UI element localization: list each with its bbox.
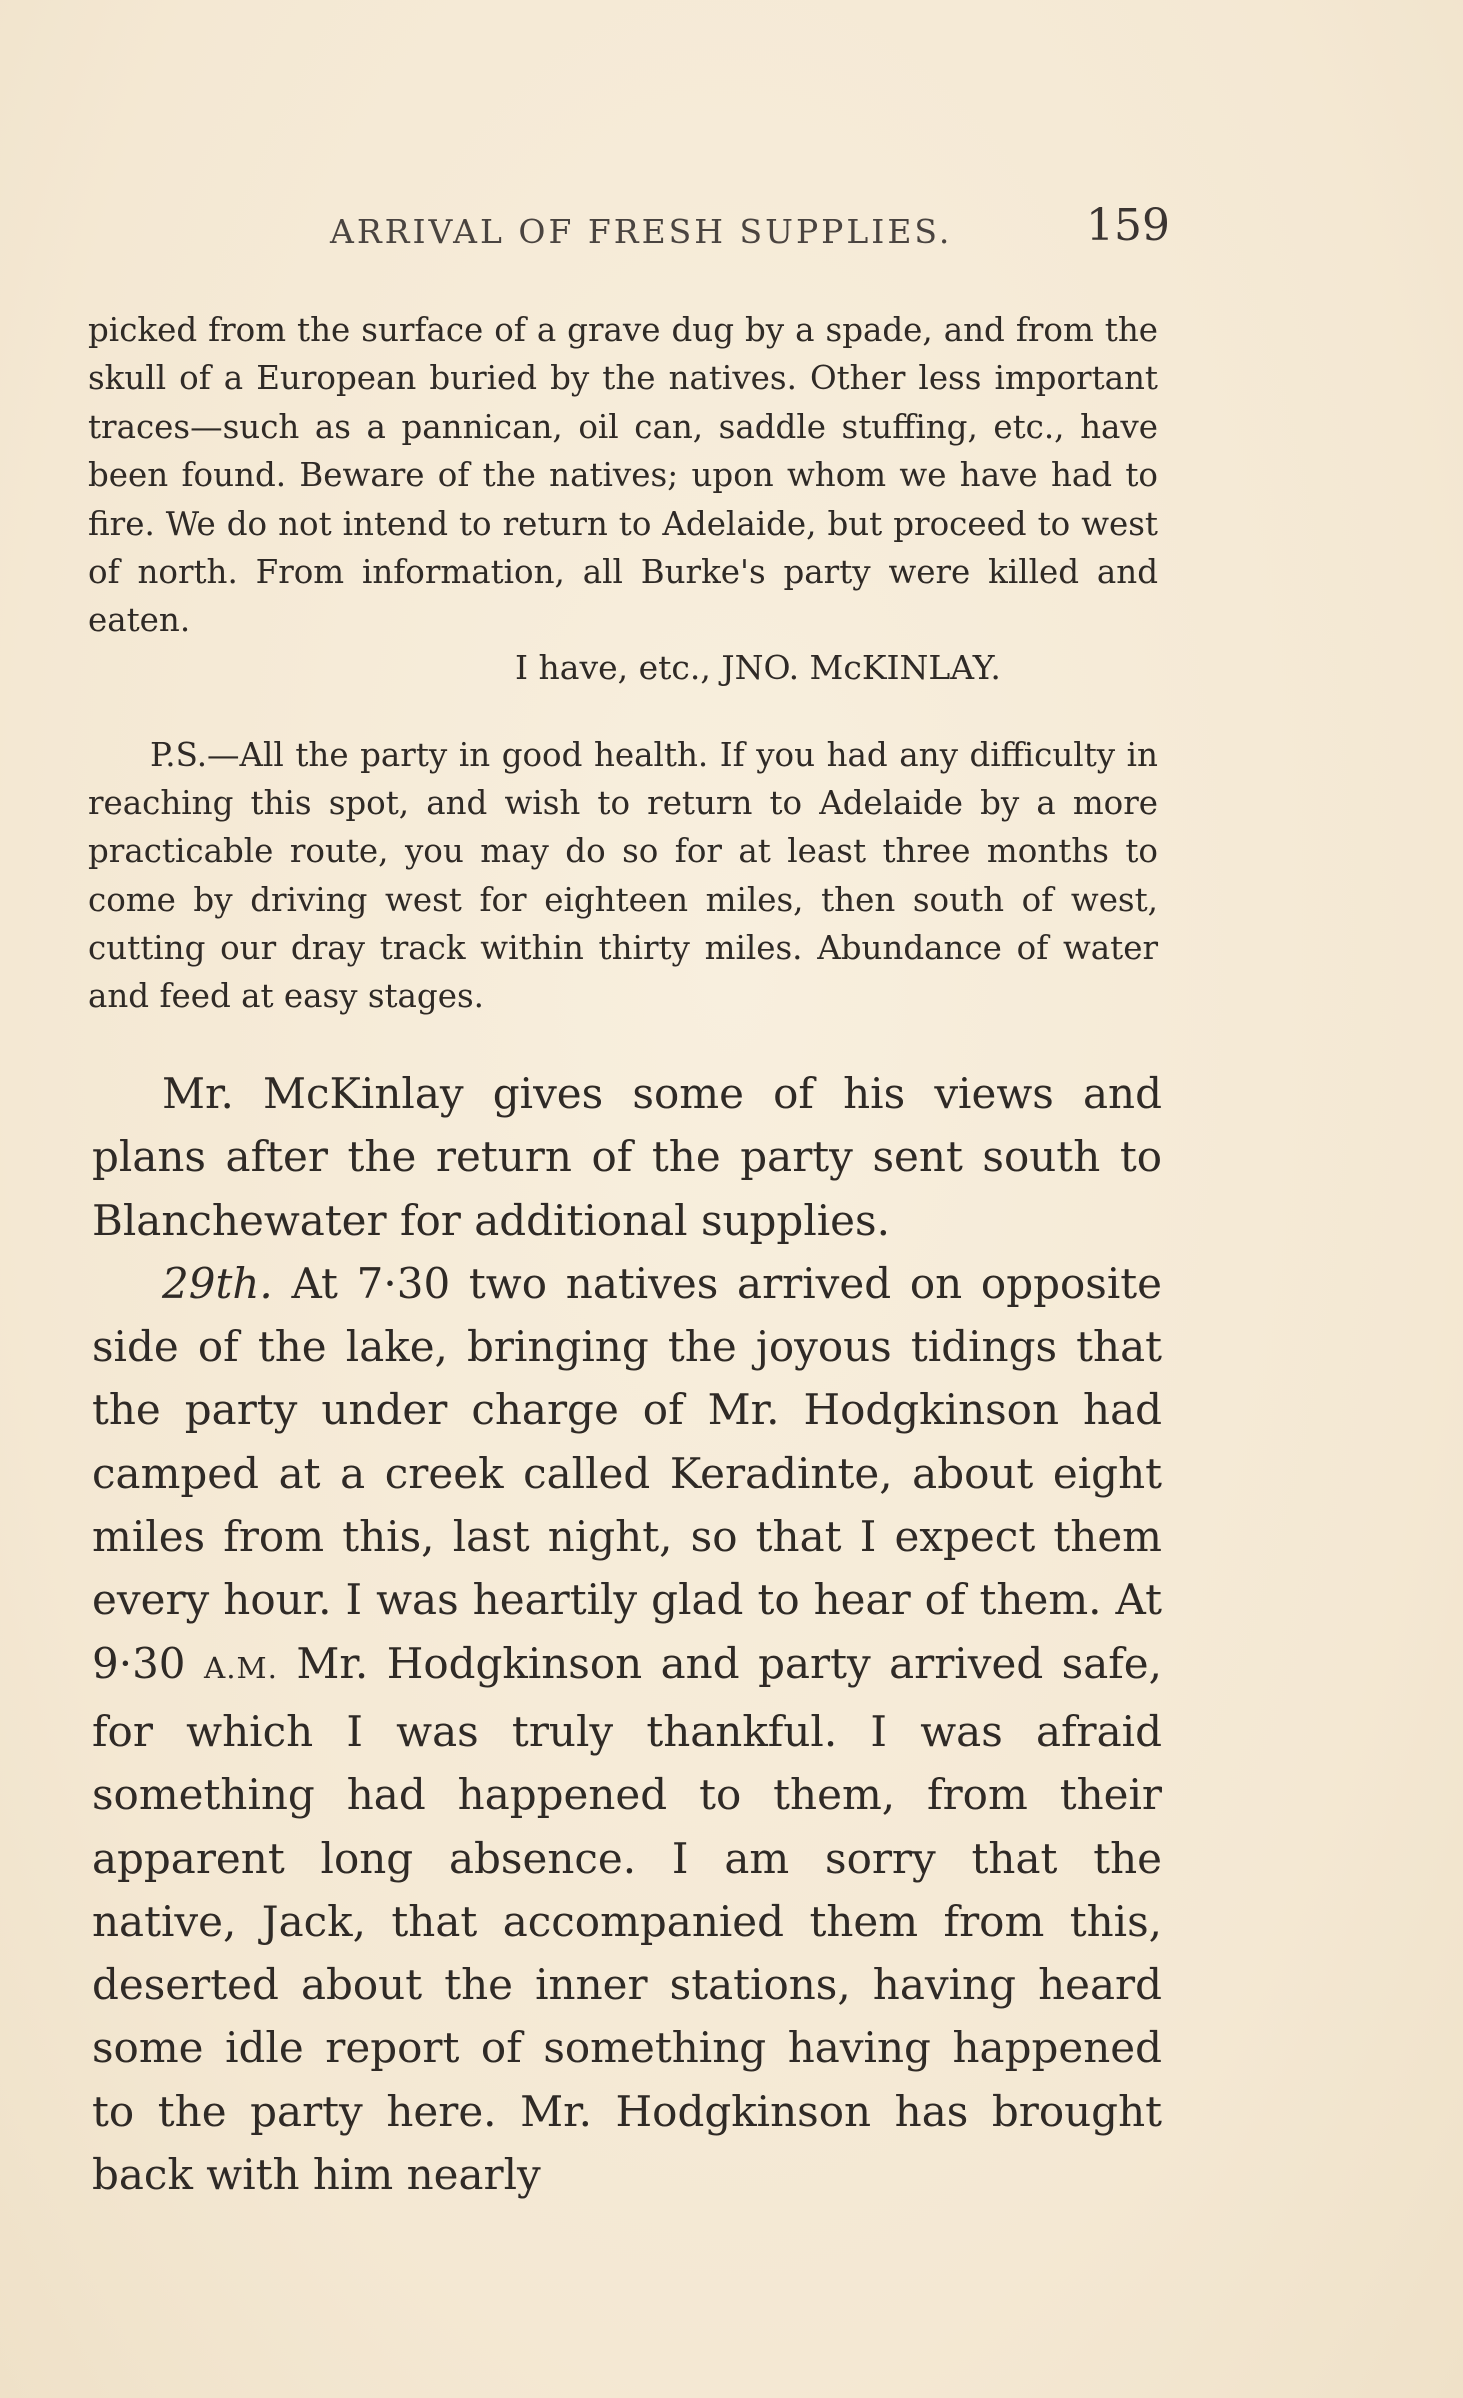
- letter-signature: I have, etc., JNO. McKINLAY.: [515, 648, 1001, 687]
- entry-text-part-1: At 7·30 two natives arrived on opposite side of the lake, bringing the joyous tidings that the party under charge of Mr. Hodgkinson had camped at a creek called Keradinte, about eight miles from this, last night, so that I expect them every hour. I was heartily glad to hear of them. At 9·30: [92, 1258, 1162, 1688]
- letter-paragraph: picked from the surface of a grave dug by a spade, and from the skull of a European buried by the natives. Other less important traces—such as a pannican, oil can, saddle stuffing, etc., have been found. Beware of the natives; upon whom we have had to fire. We do not intend to return to Adelaide, but proceed to west of north. From information, all Burke's party were killed and eaten.: [88, 311, 1158, 640]
- postscript-paragraph: P.S.—All the party in good health. If you had any difficulty in reaching this spot, and wish to return to Adelaide by a more practicable route, you may do so for at least three months to come by driving west for eighteen miles, then south of west, cutting our dray track within thirty miles. Abundance of water and feed at easy stages.: [88, 736, 1158, 1016]
- letter-text: [88, 306, 1158, 645]
- entry-date: 29th.: [162, 1258, 273, 1308]
- page-number: 159: [1086, 200, 1170, 251]
- page-header: [90, 200, 1170, 260]
- postscript: [88, 731, 1158, 1020]
- running-head: ARRIVAL OF FRESH SUPPLIES.: [330, 212, 953, 251]
- paragraph-journal-entry: [92, 1252, 1162, 2206]
- entry-time-marker: A.M.: [203, 1650, 278, 1685]
- paragraph-summary: Mr. McKinlay gives some of his views and plans after the return of the party sent south to Blanchewater for additional supplies.: [92, 1069, 1162, 1245]
- main-text: [92, 1062, 1162, 2206]
- entry-text-part-2: Mr. Hodgkinson and party arrived safe, for which I was truly thankful. I was afraid something had happened to them, from their apparent long absence. I am sorry that the native, Jack, that accompanied them from this, deserted about the inner stations, having heard some idle report of something having happened to the party here. Mr. Hodgkinson has brought back with him nearly: [92, 1638, 1162, 2200]
